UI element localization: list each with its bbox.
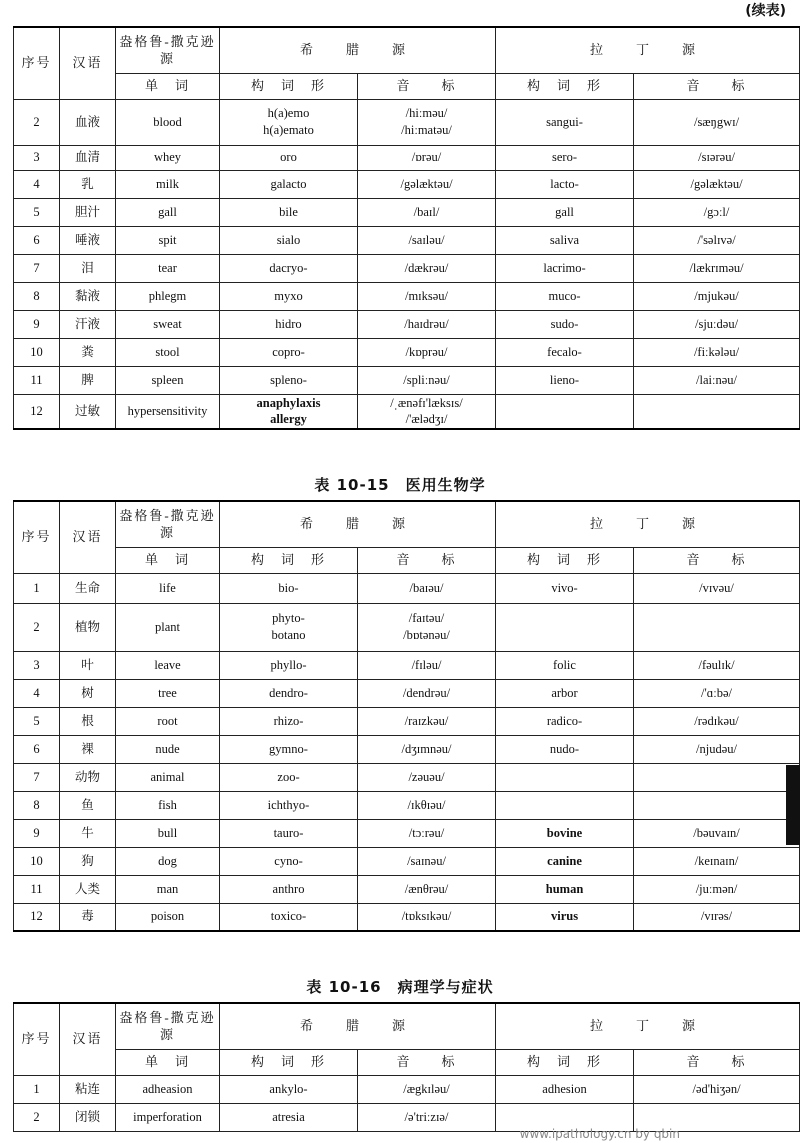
english-word-cell: life	[116, 573, 220, 603]
chinese-cell: 牛	[60, 819, 116, 847]
chinese-cell: 过敏	[60, 394, 116, 429]
latin-phonetic-cell: /mjukəu/	[634, 282, 800, 310]
latin-phonetic-cell: /'səlɪvə/	[634, 226, 800, 254]
table-row	[14, 707, 800, 735]
latin-form-cell: lacrimo-	[496, 254, 634, 282]
greek-form-cell: tauro-	[220, 819, 358, 847]
chinese-cell: 汗液	[60, 310, 116, 338]
latin-phonetic-cell: /bəuvaɪn/	[634, 819, 800, 847]
table-row	[14, 310, 800, 338]
seq-cell: 11	[14, 875, 60, 903]
latin-phonetic-cell: /vɪvəu/	[634, 573, 800, 603]
english-word-cell: milk	[116, 170, 220, 198]
chinese-cell: 闭锁	[60, 1103, 116, 1131]
english-word-cell: bull	[116, 819, 220, 847]
latin-form-cell: gall	[496, 198, 634, 226]
chinese-cell: 根	[60, 707, 116, 735]
greek-form-cell: anthro	[220, 875, 358, 903]
seq-cell: 10	[14, 847, 60, 875]
header-seq: 序号	[14, 501, 60, 573]
latin-phonetic-cell: /'ɑːbə/	[634, 679, 800, 707]
table-row	[14, 198, 800, 226]
greek-phonetic-cell: /saɪnəu/	[358, 847, 496, 875]
seq-cell: 4	[14, 679, 60, 707]
greek-form-cell: galacto	[220, 170, 358, 198]
header-latin-phon: 音 标	[634, 547, 800, 573]
chinese-cell: 人类	[60, 875, 116, 903]
english-word-cell: nude	[116, 735, 220, 763]
header-greek-phon: 音 标	[358, 73, 496, 99]
latin-form-cell: folic	[496, 651, 634, 679]
english-word-cell: leave	[116, 651, 220, 679]
header-greek-phon: 音 标	[358, 547, 496, 573]
table-row	[14, 226, 800, 254]
chinese-cell: 唾液	[60, 226, 116, 254]
greek-form-cell: ankylo-	[220, 1075, 358, 1103]
english-word-cell: spleen	[116, 366, 220, 394]
greek-form-cell: zoo-	[220, 763, 358, 791]
english-word-cell: fish	[116, 791, 220, 819]
chinese-cell: 鱼	[60, 791, 116, 819]
english-word-cell: tear	[116, 254, 220, 282]
english-word-cell: animal	[116, 763, 220, 791]
header-chinese: 汉语	[60, 1003, 116, 1075]
header-greek: 希 腊 源	[220, 27, 496, 73]
latin-phonetic-cell: /gəlæktəu/	[634, 170, 800, 198]
greek-phonetic-cell: /mɪksəu/	[358, 282, 496, 310]
greek-form-cell: cyno-	[220, 847, 358, 875]
latin-phonetic-cell: /gɔːl/	[634, 198, 800, 226]
greek-phonetic-cell: /ɒrəu/	[358, 145, 496, 170]
latin-phonetic-cell: /laiːnəu/	[634, 366, 800, 394]
header-latin-form: 构 词 形	[496, 547, 634, 573]
greek-phonetic-cell: /tɒksɪkəu/	[358, 903, 496, 931]
table-row	[14, 679, 800, 707]
greek-phonetic-cell: /fɪləu/	[358, 651, 496, 679]
latin-form-cell	[496, 394, 634, 429]
seq-cell: 10	[14, 338, 60, 366]
header-anglo: 盎格鲁-撒克逊源	[116, 1003, 220, 1049]
chinese-cell: 血液	[60, 99, 116, 145]
english-word-cell: gall	[116, 198, 220, 226]
latin-phonetic-cell: /əd'hiʒən/	[634, 1075, 800, 1103]
english-word-cell: blood	[116, 99, 220, 145]
greek-form-cell: dendro-	[220, 679, 358, 707]
latin-form-cell	[496, 763, 634, 791]
greek-form-cell: atresia	[220, 1103, 358, 1131]
greek-form-cell: sialo	[220, 226, 358, 254]
seq-cell: 6	[14, 735, 60, 763]
greek-form-cell: gymno-	[220, 735, 358, 763]
greek-form-cell: myxo	[220, 282, 358, 310]
table-caption-10-16: 表 10-16 病理学与症状	[306, 978, 494, 996]
header-latin-phon: 音 标	[634, 73, 800, 99]
english-word-cell: tree	[116, 679, 220, 707]
table-row	[14, 791, 800, 819]
greek-form-cell: ichthyo-	[220, 791, 358, 819]
latin-phonetic-cell: /fəulɪk/	[634, 651, 800, 679]
header-seq: 序号	[14, 1003, 60, 1075]
seq-cell: 1	[14, 1075, 60, 1103]
chinese-cell: 树	[60, 679, 116, 707]
english-word-cell: sweat	[116, 310, 220, 338]
header-latin: 拉 丁 源	[496, 27, 800, 73]
greek-phonetic-cell: /spliːnəu/	[358, 366, 496, 394]
table-body	[14, 99, 800, 429]
latin-form-cell: muco-	[496, 282, 634, 310]
table-row	[14, 366, 800, 394]
greek-form-cell: anaphylaxis allergy	[220, 394, 358, 429]
latin-phonetic-cell: /vɪrəs/	[634, 903, 800, 931]
latin-form-cell: sero-	[496, 145, 634, 170]
english-word-cell: adheasion	[116, 1075, 220, 1103]
seq-cell: 12	[14, 903, 60, 931]
table-body	[14, 1075, 800, 1131]
chinese-cell: 黏液	[60, 282, 116, 310]
seq-cell: 1	[14, 573, 60, 603]
chinese-cell: 乳	[60, 170, 116, 198]
latin-form-cell	[496, 603, 634, 651]
greek-phonetic-cell: /ˌænəfɪ'læksɪs/ /'ælədʒɪ/	[358, 394, 496, 429]
seq-cell: 3	[14, 145, 60, 170]
table-row	[14, 282, 800, 310]
seq-cell: 2	[14, 99, 60, 145]
header-latin-form: 构 词 形	[496, 73, 634, 99]
chinese-cell: 粪	[60, 338, 116, 366]
header-chinese: 汉语	[60, 27, 116, 99]
latin-phonetic-cell: /sæŋgwɪ/	[634, 99, 800, 145]
latin-phonetic-cell: /sjuːdəu/	[634, 310, 800, 338]
latin-phonetic-cell	[634, 763, 800, 791]
header-anglo: 盎格鲁-撒克逊源	[116, 501, 220, 547]
table-row	[14, 603, 800, 651]
greek-form-cell: phyto- botano	[220, 603, 358, 651]
english-word-cell: hypersensitivity	[116, 394, 220, 429]
greek-form-cell: dacryo-	[220, 254, 358, 282]
latin-form-cell: human	[496, 875, 634, 903]
latin-form-cell: canine	[496, 847, 634, 875]
english-word-cell: stool	[116, 338, 220, 366]
seq-cell: 11	[14, 366, 60, 394]
greek-phonetic-cell: /baɪl/	[358, 198, 496, 226]
table-row	[14, 875, 800, 903]
chinese-cell: 生命	[60, 573, 116, 603]
latin-form-cell: lieno-	[496, 366, 634, 394]
chinese-cell: 狗	[60, 847, 116, 875]
header-word: 单 词	[116, 73, 220, 99]
latin-form-cell: vivo-	[496, 573, 634, 603]
table-row	[14, 338, 800, 366]
header-greek-phon: 音 标	[358, 1049, 496, 1075]
latin-phonetic-cell: /fiːkələu/	[634, 338, 800, 366]
table-row	[14, 651, 800, 679]
english-word-cell: phlegm	[116, 282, 220, 310]
chinese-cell: 毒	[60, 903, 116, 931]
seq-cell: 4	[14, 170, 60, 198]
chinese-cell: 胆汁	[60, 198, 116, 226]
header-latin-phon: 音 标	[634, 1049, 800, 1075]
greek-phonetic-cell: /kɒprəu/	[358, 338, 496, 366]
page-edge-tab	[786, 765, 800, 845]
latin-form-cell: arbor	[496, 679, 634, 707]
seq-cell: 9	[14, 310, 60, 338]
english-word-cell: root	[116, 707, 220, 735]
chinese-cell: 动物	[60, 763, 116, 791]
continued-label: (续表)	[745, 3, 786, 19]
greek-phonetic-cell: /hiːməu/ /hiːmatəu/	[358, 99, 496, 145]
english-word-cell: man	[116, 875, 220, 903]
latin-form-cell: sudo-	[496, 310, 634, 338]
latin-form-cell: adhesion	[496, 1075, 634, 1103]
greek-phonetic-cell: /saɪləu/	[358, 226, 496, 254]
latin-phonetic-cell	[634, 791, 800, 819]
greek-phonetic-cell: /gəlæktəu/	[358, 170, 496, 198]
greek-form-cell: copro-	[220, 338, 358, 366]
table-row	[14, 145, 800, 170]
english-word-cell: poison	[116, 903, 220, 931]
chinese-cell: 植物	[60, 603, 116, 651]
english-word-cell: dog	[116, 847, 220, 875]
greek-form-cell: rhizo-	[220, 707, 358, 735]
seq-cell: 3	[14, 651, 60, 679]
header-seq: 序号	[14, 27, 60, 99]
chinese-cell: 粘连	[60, 1075, 116, 1103]
header-greek: 希 腊 源	[220, 1003, 496, 1049]
latin-form-cell	[496, 791, 634, 819]
greek-phonetic-cell: /dendrəu/	[358, 679, 496, 707]
greek-phonetic-cell: /dʒɪmnəu/	[358, 735, 496, 763]
table-row	[14, 1075, 800, 1103]
header-chinese: 汉语	[60, 501, 116, 573]
table-row	[14, 735, 800, 763]
seq-cell: 7	[14, 763, 60, 791]
header-word: 单 词	[116, 1049, 220, 1075]
english-word-cell: plant	[116, 603, 220, 651]
table-medical-biology	[13, 500, 800, 932]
latin-phonetic-cell: /lækrɪməu/	[634, 254, 800, 282]
latin-form-cell: nudo-	[496, 735, 634, 763]
header-word: 单 词	[116, 547, 220, 573]
seq-cell: 2	[14, 1103, 60, 1131]
header-greek-form: 构 词 形	[220, 1049, 358, 1075]
chinese-cell: 叶	[60, 651, 116, 679]
greek-phonetic-cell: /baɪəu/	[358, 573, 496, 603]
seq-cell: 7	[14, 254, 60, 282]
latin-phonetic-cell	[634, 394, 800, 429]
table-pathology	[13, 1002, 800, 1132]
latin-phonetic-cell: /juːmən/	[634, 875, 800, 903]
latin-form-cell: bovine	[496, 819, 634, 847]
seq-cell: 12	[14, 394, 60, 429]
seq-cell: 9	[14, 819, 60, 847]
greek-form-cell: bile	[220, 198, 358, 226]
latin-form-cell: sangui-	[496, 99, 634, 145]
chinese-cell: 泪	[60, 254, 116, 282]
header-greek: 希 腊 源	[220, 501, 496, 547]
header-latin-form: 构 词 形	[496, 1049, 634, 1075]
header-anglo: 盎格鲁-撒克逊源	[116, 27, 220, 73]
latin-phonetic-cell: /sɪərəu/	[634, 145, 800, 170]
greek-phonetic-cell: /dækrəu/	[358, 254, 496, 282]
latin-phonetic-cell: /keɪnaɪn/	[634, 847, 800, 875]
table-row	[14, 1103, 800, 1131]
greek-phonetic-cell: /zəuəu/	[358, 763, 496, 791]
table-caption-10-15: 表 10-15 医用生物学	[314, 476, 486, 494]
latin-phonetic-cell: /rədɪkəu/	[634, 707, 800, 735]
greek-phonetic-cell: /haɪdrəu/	[358, 310, 496, 338]
chinese-cell: 裸	[60, 735, 116, 763]
table-row	[14, 394, 800, 429]
table-row	[14, 254, 800, 282]
table-row	[14, 819, 800, 847]
header-latin: 拉 丁 源	[496, 501, 800, 547]
latin-form-cell: saliva	[496, 226, 634, 254]
greek-form-cell: h(a)emo h(a)emato	[220, 99, 358, 145]
latin-form-cell: fecalo-	[496, 338, 634, 366]
table-row	[14, 99, 800, 145]
greek-form-cell: toxico-	[220, 903, 358, 931]
seq-cell: 8	[14, 282, 60, 310]
header-greek-form: 构 词 形	[220, 73, 358, 99]
chinese-cell: 血清	[60, 145, 116, 170]
table-row	[14, 847, 800, 875]
greek-form-cell: bio-	[220, 573, 358, 603]
seq-cell: 8	[14, 791, 60, 819]
table-row	[14, 763, 800, 791]
latin-form-cell: virus	[496, 903, 634, 931]
chinese-cell: 脾	[60, 366, 116, 394]
latin-phonetic-cell	[634, 603, 800, 651]
english-word-cell: imperforation	[116, 1103, 220, 1131]
english-word-cell: spit	[116, 226, 220, 254]
greek-form-cell: phyllo-	[220, 651, 358, 679]
table-body-fluids	[13, 26, 800, 430]
seq-cell: 5	[14, 707, 60, 735]
header-latin: 拉 丁 源	[496, 1003, 800, 1049]
greek-phonetic-cell: /faɪtəu/ /bɒtənəu/	[358, 603, 496, 651]
table-row	[14, 170, 800, 198]
greek-phonetic-cell: /tɔːrəu/	[358, 819, 496, 847]
greek-phonetic-cell: /ægkɪləu/	[358, 1075, 496, 1103]
greek-phonetic-cell: /ænθrəu/	[358, 875, 496, 903]
latin-form-cell: radico-	[496, 707, 634, 735]
table-row	[14, 903, 800, 931]
greek-form-cell: hidro	[220, 310, 358, 338]
greek-form-cell: spleno-	[220, 366, 358, 394]
watermark: www.ipathology.cn by qbin	[519, 1127, 680, 1141]
latin-phonetic-cell: /njudəu/	[634, 735, 800, 763]
table-body	[14, 573, 800, 931]
greek-phonetic-cell: /ɪkθɪəu/	[358, 791, 496, 819]
greek-form-cell: oro	[220, 145, 358, 170]
greek-phonetic-cell: /ə'triːzɪə/	[358, 1103, 496, 1131]
greek-phonetic-cell: /raɪzkəu/	[358, 707, 496, 735]
seq-cell: 2	[14, 603, 60, 651]
header-greek-form: 构 词 形	[220, 547, 358, 573]
latin-form-cell: lacto-	[496, 170, 634, 198]
english-word-cell: whey	[116, 145, 220, 170]
seq-cell: 5	[14, 198, 60, 226]
seq-cell: 6	[14, 226, 60, 254]
table-row	[14, 573, 800, 603]
